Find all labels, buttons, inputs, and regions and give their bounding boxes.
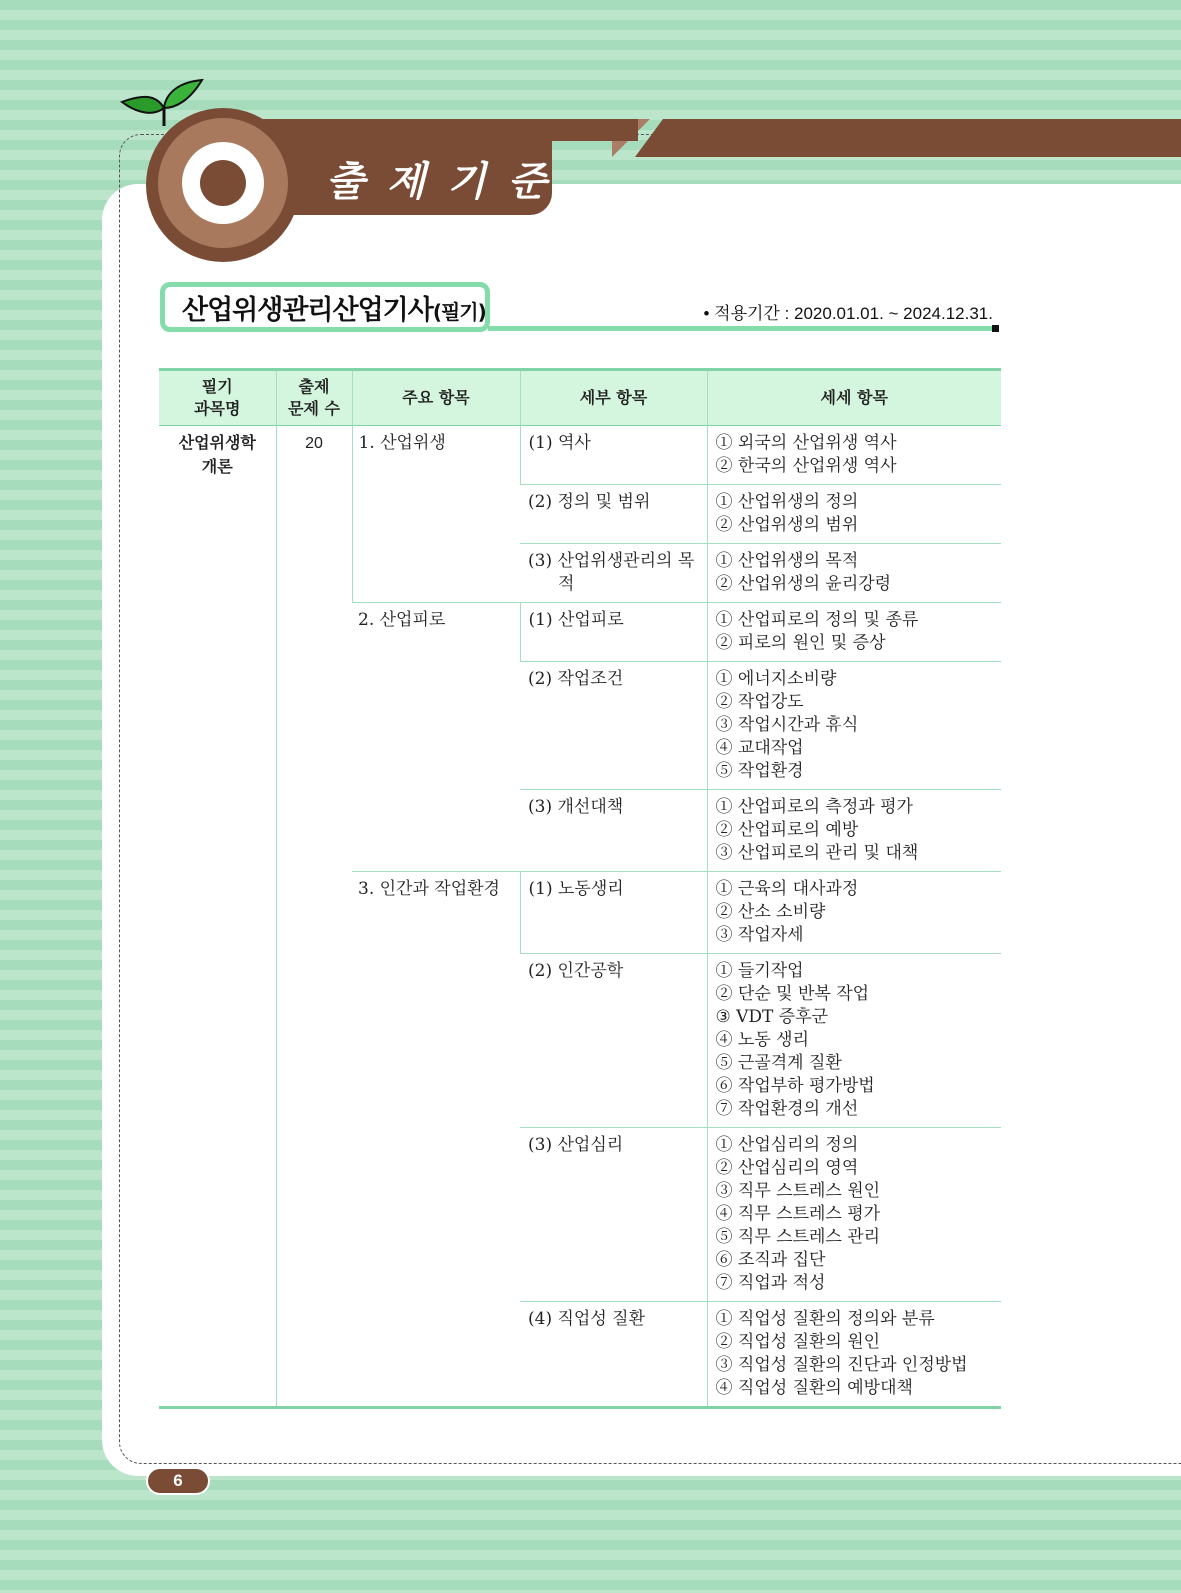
detail-item: ① 외국의 산업위생 역사 [715,433,897,453]
sub-item-cell: (2) 인간공학 [520,954,707,1128]
detail-item: ③ 직무 스트레스 원인 [715,1181,881,1201]
detail-item: ① 산업위생의 정의 [715,492,859,512]
detail-item-cell [707,1128,1001,1302]
detail-item: ② 산소 소비량 [715,902,826,922]
detail-item: ③ 산업피로의 관리 및 대책 [715,843,919,863]
detail-item: ① 산업피로의 정의 및 종류 [715,610,919,630]
page-title: 출제기준 [326,158,569,205]
sub-item-cell: (1) 산업피로 [520,603,707,662]
detail-item: ⑦ 직업과 적성 [715,1273,826,1293]
column-header: 주요 항목 [352,370,520,426]
badge-core [200,160,246,206]
detail-item: ① 에너지소비량 [715,669,837,689]
detail-item: ③ 작업자세 [715,925,804,945]
detail-item: ② 산업위생의 윤리강령 [715,574,892,594]
detail-item: ② 피로의 원인 및 증상 [715,633,886,653]
application-period: • 적용기간 : 2020.01.01. ~ 2024.12.31. [703,304,993,323]
column-header: 세부 항목 [520,370,707,426]
detail-item: ④ 직무 스트레스 평가 [715,1204,881,1224]
detail-item: ① 산업피로의 측정과 평가 [715,797,913,817]
detail-item: ⑦ 작업환경의 개선 [715,1099,859,1119]
subject-underline-end [992,325,999,332]
detail-item: ① 들기작업 [715,961,804,981]
subject-title-paren: (필기) [432,300,486,324]
main-item-cell: 3. 인간과 작업환경 [352,872,520,1408]
detail-item: ⑥ 작업부하 평가방법 [715,1076,875,1096]
sub-item-cell: (3) 산업위생관리의 목적 [520,544,707,603]
detail-item-cell [707,872,1001,954]
subject-name-cell: 산업위생학 개론 [159,426,276,1408]
sub-item-cell: (2) 정의 및 범위 [520,485,707,544]
detail-item: ⑥ 조직과 집단 [715,1250,826,1270]
detail-item-cell [707,603,1001,662]
sub-item-cell: (3) 개선대책 [520,790,707,872]
detail-item: ① 산업위생의 목적 [715,551,859,571]
subject-title: 산업위생관리산업기사(필기) [182,295,486,326]
detail-item-cell [707,485,1001,544]
detail-item-cell [707,1302,1001,1408]
sub-item-cell: (1) 노동생리 [520,872,707,954]
detail-item: ② 직업성 질환의 원인 [715,1332,881,1352]
column-header: 출제 문제 수 [276,370,352,426]
subject-underline [488,326,996,331]
sub-item-cell: (3) 산업심리 [520,1128,707,1302]
sub-item-cell: (4) 직업성 질환 [520,1302,707,1408]
table-header-row [159,370,1001,426]
detail-item: ② 산업위생의 범위 [715,515,859,535]
detail-item: ⑤ 근골격계 질환 [715,1053,842,1073]
detail-item: ① 직업성 질환의 정의와 분류 [715,1309,935,1329]
detail-item: ② 작업강도 [715,692,804,712]
detail-item: ① 산업심리의 정의 [715,1135,859,1155]
detail-item-cell [707,426,1001,485]
header-band [635,119,1181,157]
sub-item-cell: (1) 역사 [520,426,707,485]
page-number: 6 [146,1467,210,1495]
leaf-icon [118,78,208,128]
detail-item: ④ 직업성 질환의 예방대책 [715,1378,913,1398]
detail-item: ② 산업피로의 예방 [715,820,859,840]
detail-item: ③ 작업시간과 휴식 [715,715,859,735]
main-item-cell: 2. 산업피로 [352,603,520,872]
detail-item: ⑤ 작업환경 [715,761,804,781]
detail-item: ③ 직업성 질환의 진단과 인정방법 [715,1355,968,1375]
detail-item: ③ VDT 증후군 [715,1007,829,1027]
criteria-table [159,368,1001,1409]
sub-item-cell: (2) 작업조건 [520,662,707,790]
column-header: 필기 과목명 [159,370,276,426]
detail-item: ④ 노동 생리 [715,1030,809,1050]
detail-item: ① 근육의 대사과정 [715,879,859,899]
detail-item-cell [707,790,1001,872]
detail-item-cell [707,954,1001,1128]
detail-item-cell [707,544,1001,603]
detail-item-cell [707,662,1001,790]
detail-item: ④ 교대작업 [715,738,804,758]
detail-item: ② 산업심리의 영역 [715,1158,859,1178]
main-item-cell: 1. 산업위생 [352,426,520,603]
detail-item: ② 단순 및 반복 작업 [715,984,870,1004]
detail-item: ② 한국의 산업위생 역사 [715,456,897,476]
column-header: 세세 항목 [707,370,1001,426]
question-count-cell: 20 [276,426,352,1408]
table-row [159,426,1001,485]
detail-item: ⑤ 직무 스트레스 관리 [715,1227,881,1247]
